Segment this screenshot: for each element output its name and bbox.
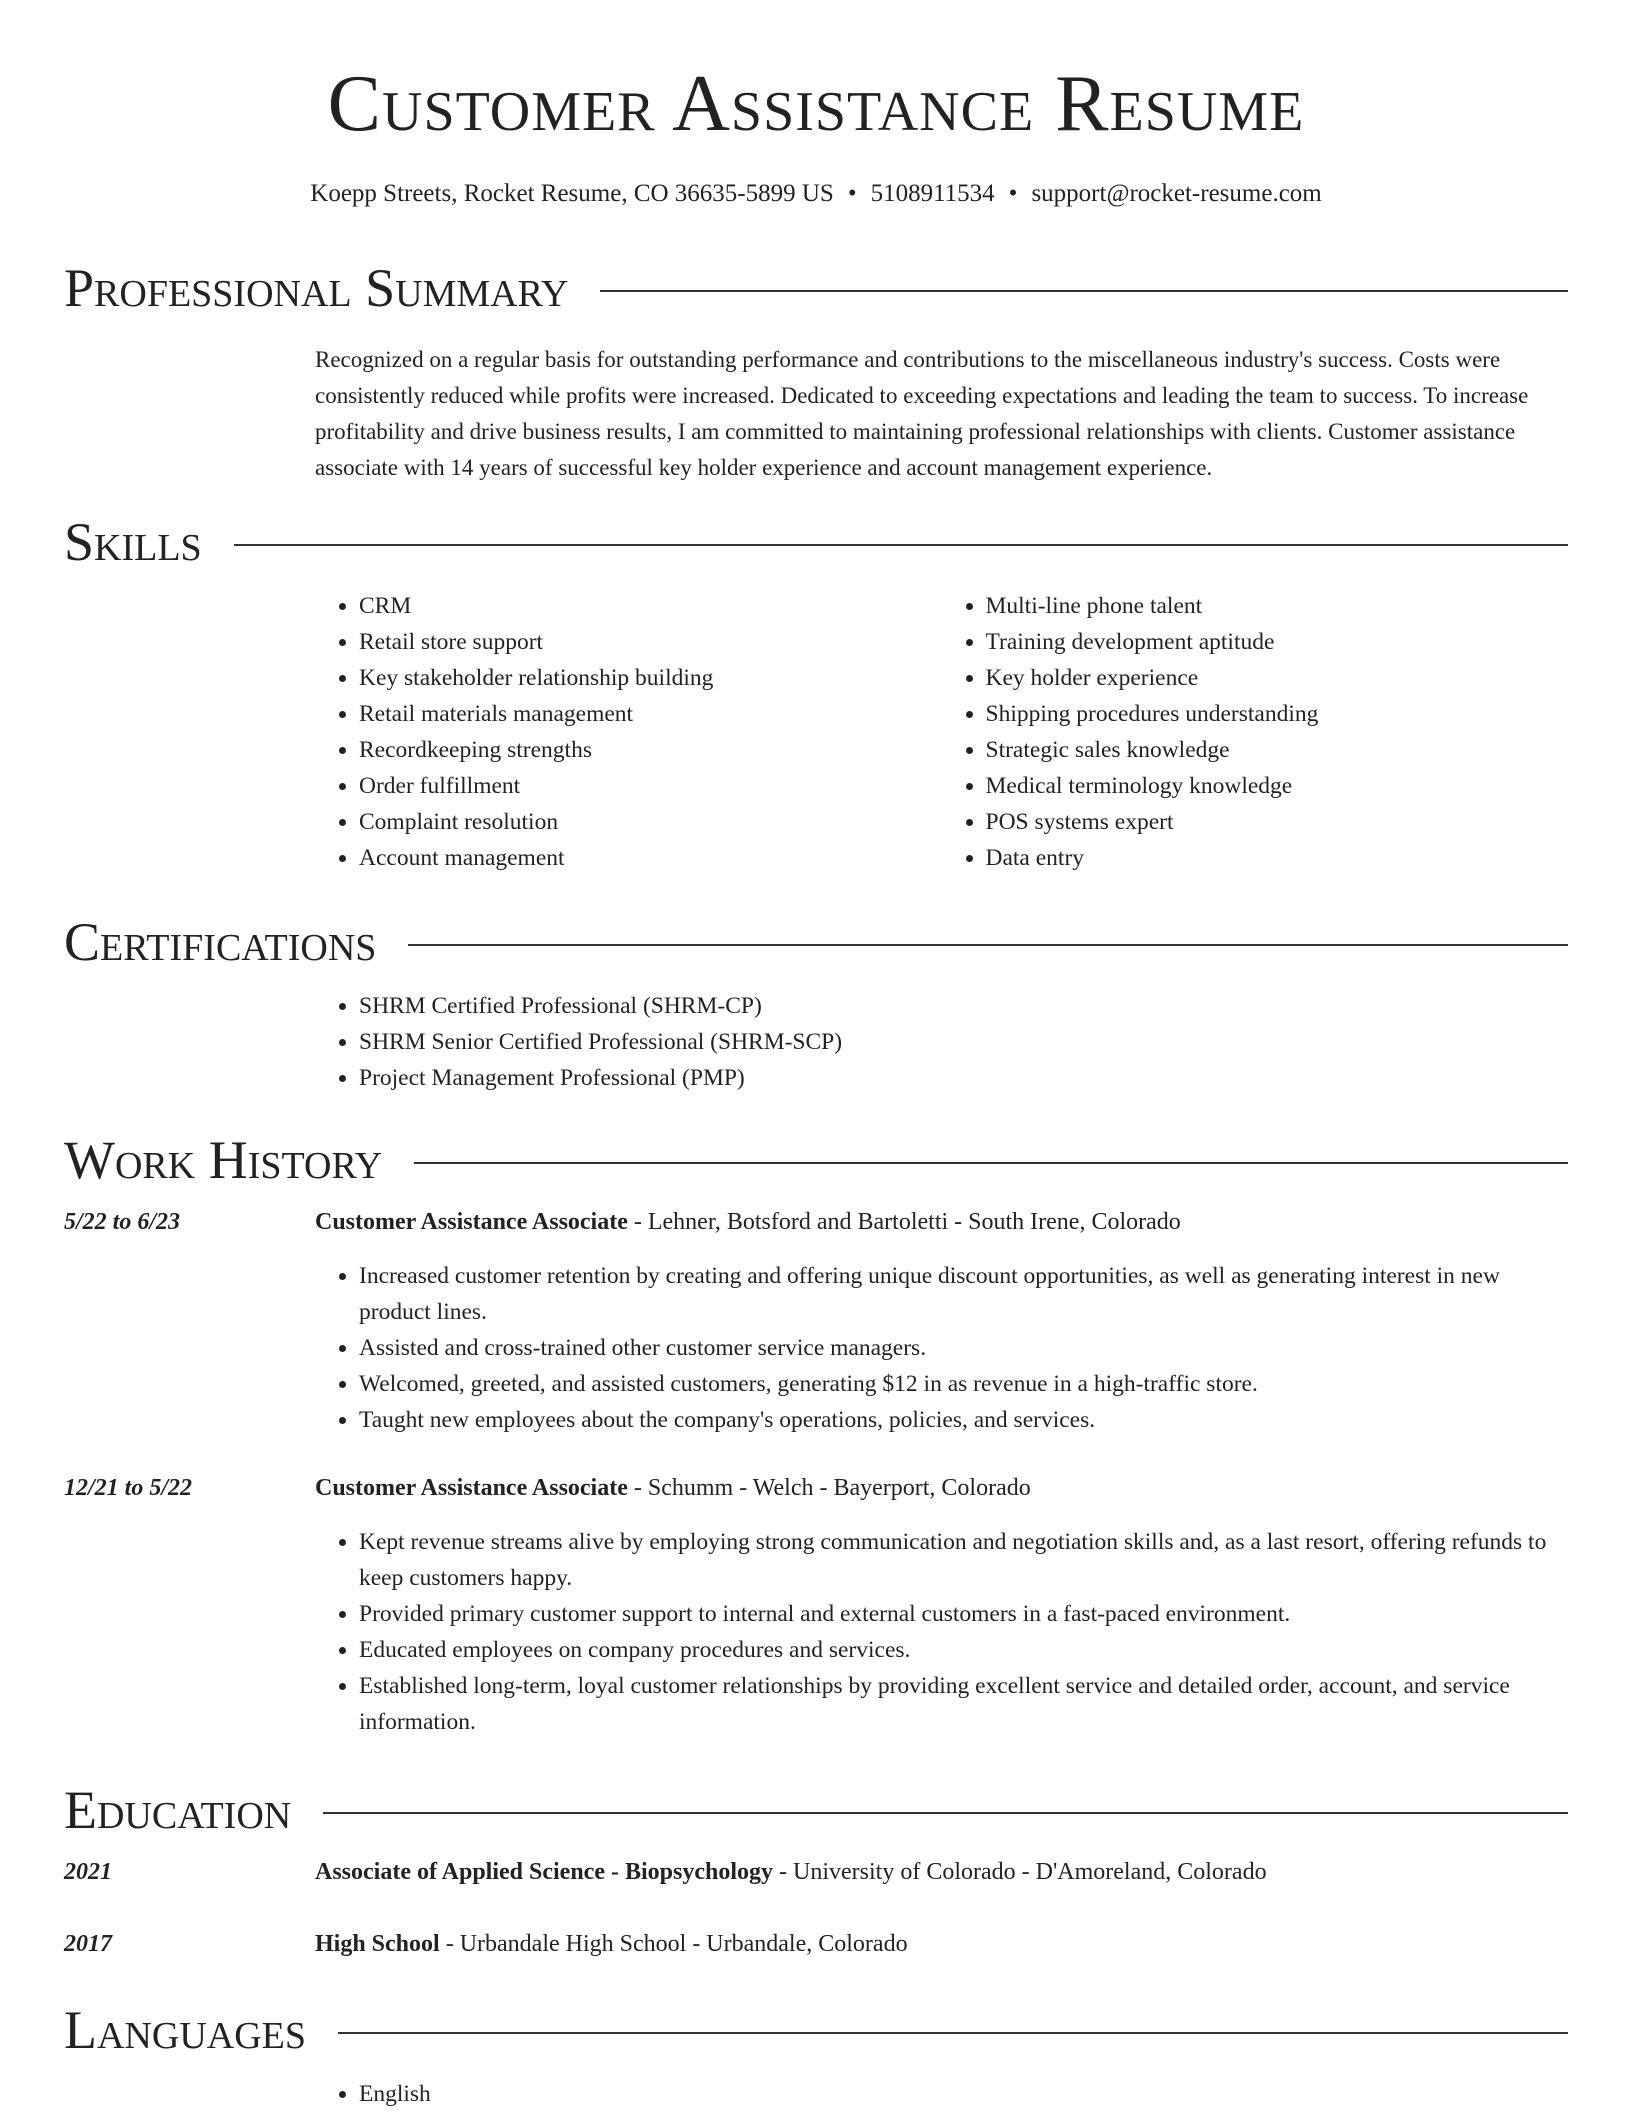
section-title: Certifications bbox=[64, 912, 377, 972]
section-header bbox=[64, 1998, 1568, 2062]
job-title: Customer Assistance Associate bbox=[315, 1209, 628, 1235]
section-title: Education bbox=[64, 1780, 292, 1840]
contact-email: support@rocket-resume.com bbox=[1031, 180, 1322, 207]
list-item: • Key holder experience bbox=[986, 660, 1569, 696]
section-header bbox=[64, 256, 1568, 320]
list-item: • Provided primary customer support to internal and external customers in a fast-paced environment. bbox=[359, 1596, 1568, 1632]
skills-list-right bbox=[942, 588, 1569, 876]
section-header bbox=[64, 510, 1568, 574]
list-item: • Retail materials management bbox=[359, 696, 942, 732]
resume-name: Customer Assistance Resume bbox=[327, 60, 1305, 148]
contact-address: Koepp Streets, Rocket Resume, CO 36635-5899 US bbox=[310, 180, 834, 207]
section-title: Languages bbox=[64, 2000, 306, 2060]
summary-text: Recognized on a regular basis for outstanding performance and contributions to the miscellaneous industry's success. Costs were consistently reduced while profits were increased. Dedicated to exceeding expectations and leading the team to success. To increase profitability and drive business results, I am committed to maintaining professional relationships with clients. Customer assistance associate with 14 years of successful key holder experience and account management experience. bbox=[315, 347, 1529, 480]
skills-list-left bbox=[315, 588, 942, 876]
list-item: • Kept revenue streams alive by employing strong communication and negotiation skills and, as a last resort, offering refunds to keep customers happy. bbox=[359, 1524, 1568, 1596]
list-item: • Taught new employees about the company's operations, policies, and services. bbox=[359, 1402, 1568, 1438]
education-degree: Associate of Applied Science - Biopsychology bbox=[315, 1859, 774, 1885]
list-item: • Established long-term, loyal customer relationships by providing excellent service and detailed order, account, and service information. bbox=[359, 1668, 1568, 1740]
section-header bbox=[64, 1778, 1568, 1842]
list-item: • CRM bbox=[359, 588, 942, 624]
languages-section bbox=[64, 1998, 1568, 2112]
summary-section bbox=[64, 256, 1568, 486]
job-entry bbox=[64, 1204, 1568, 1438]
section-header bbox=[64, 1128, 1568, 1192]
job-dates: 12/21 to 5/22 bbox=[64, 1475, 193, 1501]
section-title: Work History bbox=[64, 1130, 383, 1190]
section-divider bbox=[338, 2032, 1568, 2034]
list-item: • Welcomed, greeted, and assisted customers, generating $12 in as revenue in a high-traffic store. bbox=[359, 1366, 1568, 1402]
skills-section bbox=[64, 510, 1568, 876]
contact-separator: • bbox=[847, 180, 857, 207]
list-item: • Multi-line phone talent bbox=[986, 588, 1569, 624]
list-item: • Assisted and cross-trained other customer service managers. bbox=[359, 1330, 1568, 1366]
certifications-section bbox=[64, 910, 1568, 1096]
list-item: • POS systems expert bbox=[986, 804, 1569, 840]
list-item: • English bbox=[359, 2076, 1568, 2112]
list-item: • Shipping procedures understanding bbox=[986, 696, 1569, 732]
education-year: 2017 bbox=[64, 1931, 112, 1957]
job-title-line bbox=[315, 1470, 1031, 1506]
job-title-line bbox=[315, 1204, 1181, 1240]
contact-line bbox=[0, 180, 1632, 208]
certifications-list bbox=[315, 988, 1568, 1096]
education-year: 2021 bbox=[64, 1859, 112, 1885]
job-entry bbox=[64, 1470, 1568, 1740]
work-history-section bbox=[64, 1128, 1568, 1740]
list-item: • Retail store support bbox=[359, 624, 942, 660]
list-item: • Order fulfillment bbox=[359, 768, 942, 804]
list-item: • Account management bbox=[359, 840, 942, 876]
education-school: - Urbandale High School - Urbandale, Colorado bbox=[439, 1931, 908, 1957]
job-company: - Lehner, Botsford and Bartoletti - South Irene, Colorado bbox=[627, 1209, 1181, 1235]
education-section bbox=[64, 1778, 1568, 1962]
list-item: • Medical terminology knowledge bbox=[986, 768, 1569, 804]
job-company: - Schumm - Welch - Bayerport, Colorado bbox=[627, 1475, 1031, 1501]
section-divider bbox=[234, 544, 1568, 546]
list-item: • Training development aptitude bbox=[986, 624, 1569, 660]
list-item: • Key stakeholder relationship building bbox=[359, 660, 942, 696]
list-item: • SHRM Certified Professional (SHRM-CP) bbox=[359, 988, 1568, 1024]
job-title: Customer Assistance Associate bbox=[315, 1475, 628, 1501]
education-entry bbox=[64, 1854, 1568, 1890]
section-divider bbox=[414, 1162, 1568, 1164]
list-item: • Increased customer retention by creating and offering unique discount opportunities, as well as generating interest in new product lines. bbox=[359, 1258, 1568, 1330]
section-header bbox=[64, 910, 1568, 974]
list-item: • Complaint resolution bbox=[359, 804, 942, 840]
section-title: Skills bbox=[64, 512, 202, 572]
job-dates: 5/22 to 6/23 bbox=[64, 1209, 181, 1235]
list-item: • Project Management Professional (PMP) bbox=[359, 1060, 1568, 1096]
list-item: • Data entry bbox=[986, 840, 1569, 876]
section-divider bbox=[408, 944, 1568, 946]
languages-list bbox=[315, 2076, 1568, 2112]
list-item: • Recordkeeping strengths bbox=[359, 732, 942, 768]
section-title: Professional Summary bbox=[64, 258, 569, 318]
contact-separator: • bbox=[1008, 180, 1018, 207]
education-degree: High School bbox=[315, 1931, 440, 1957]
education-entry bbox=[64, 1926, 1568, 1962]
list-item: • SHRM Senior Certified Professional (SHRM-SCP) bbox=[359, 1024, 1568, 1060]
list-item: • Educated employees on company procedures and services. bbox=[359, 1632, 1568, 1668]
contact-phone: 5108911534 bbox=[870, 180, 995, 207]
education-school: - University of Colorado - D'Amoreland, Colorado bbox=[773, 1859, 1267, 1885]
list-item: • Strategic sales knowledge bbox=[986, 732, 1569, 768]
job-bullets bbox=[315, 1524, 1568, 1740]
job-bullets bbox=[315, 1258, 1568, 1438]
section-divider bbox=[323, 1812, 1568, 1814]
section-divider bbox=[600, 290, 1568, 292]
